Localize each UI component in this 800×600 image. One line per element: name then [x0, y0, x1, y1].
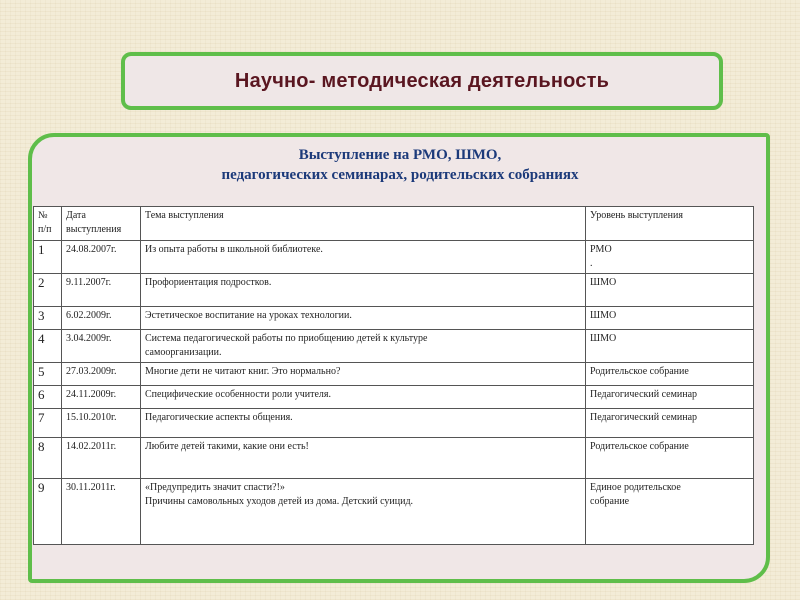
row-date: 24.11.2009г. — [62, 386, 141, 409]
row-topic — [141, 307, 586, 330]
row-level — [586, 479, 754, 545]
row-level-line2: собрание — [590, 496, 630, 507]
table-row — [34, 363, 754, 386]
row-topic-line1: Педагогические аспекты общения. — [145, 412, 293, 423]
table-row — [34, 479, 754, 545]
row-level-line1: ШМО — [590, 310, 617, 321]
row-number: 5 — [34, 363, 62, 386]
table-row — [34, 274, 754, 307]
row-number: 6 — [34, 386, 62, 409]
row-number: 3 — [34, 307, 62, 330]
row-topic — [141, 330, 586, 363]
row-topic-line1: Многие дети не читают книг. Это нормально? — [145, 366, 341, 377]
row-level-line1: РМО — [590, 244, 612, 255]
row-topic-line1: Специфические особенности роли учителя. — [145, 389, 331, 400]
row-topic — [141, 241, 586, 274]
row-number: 1 — [34, 241, 62, 274]
row-level — [586, 409, 754, 438]
row-topic — [141, 409, 586, 438]
col-header-number — [34, 207, 62, 241]
row-date: 30.11.2011г. — [62, 479, 141, 545]
row-level — [586, 241, 754, 274]
row-date: 6.02.2009г. — [62, 307, 141, 330]
row-date: 3.04.2009г. — [62, 330, 141, 363]
row-level-line1: Педагогический семинар — [590, 389, 698, 400]
row-date: 24.08.2007г. — [62, 241, 141, 274]
title-box — [121, 52, 723, 110]
subtitle-line-1: Выступление на РМО, ШМО, — [298, 147, 502, 163]
row-topic-line1: «Предупредить значит спасти?!» — [145, 482, 285, 493]
row-topic — [141, 438, 586, 479]
row-topic — [141, 479, 586, 545]
row-topic-line1: Система педагогической работы по приобщению детей к культуре — [145, 333, 428, 344]
table-row — [34, 241, 754, 274]
page-title: Научно- методическая деятельность — [234, 69, 610, 92]
subtitle-line-2: педагогических семинарах, родительских собраниях — [221, 167, 579, 183]
table-row — [34, 409, 754, 438]
row-date: 14.02.2011г. — [62, 438, 141, 479]
row-topic-line2: Причины самовольных уходов детей из дома. Детский суицид. — [145, 496, 414, 507]
col-header-topic: Тема выступления — [141, 207, 586, 241]
row-number: 4 — [34, 330, 62, 363]
row-number: 2 — [34, 274, 62, 307]
row-level — [586, 438, 754, 479]
col-header-date-line2: выступления — [66, 224, 122, 235]
row-number: 9 — [34, 479, 62, 545]
table-row — [34, 307, 754, 330]
row-level-line1: Педагогический семинар — [590, 412, 698, 423]
row-date: 15.10.2010г. — [62, 409, 141, 438]
row-topic-line1: Профориентация подростков. — [145, 277, 272, 288]
row-topic-line1: Любите детей такими, какие они есть! — [145, 441, 309, 452]
row-level — [586, 274, 754, 307]
row-topic — [141, 386, 586, 409]
row-level-line1: Единое родительское — [590, 482, 681, 493]
table-row — [34, 438, 754, 479]
row-level-line1: ШМО — [590, 333, 617, 344]
table-row — [34, 386, 754, 409]
row-level-line1: ШМО — [590, 277, 617, 288]
col-header-date — [62, 207, 141, 241]
row-number: 7 — [34, 409, 62, 438]
row-date: 9.11.2007г. — [62, 274, 141, 307]
table-header-row — [34, 207, 754, 241]
row-topic-line1: Из опыта работы в школьной библиотеке. — [145, 244, 323, 255]
row-level-line1: Родительское собрание — [590, 366, 689, 377]
row-topic-line1: Эстетическое воспитание на уроках технологии. — [145, 310, 352, 321]
row-number: 8 — [34, 438, 62, 479]
col-header-level: Уровень выступления — [586, 207, 754, 241]
row-level — [586, 330, 754, 363]
col-header-date-line1: Дата — [66, 210, 86, 221]
table-body — [34, 241, 754, 545]
row-level — [586, 307, 754, 330]
row-level-line2: . — [590, 258, 593, 269]
row-topic — [141, 274, 586, 307]
row-topic — [141, 363, 586, 386]
row-date: 27.03.2009г. — [62, 363, 141, 386]
col-header-number-line2: п/п — [38, 224, 52, 235]
row-level-line1: Родительское собрание — [590, 441, 689, 452]
table-row — [34, 330, 754, 363]
row-topic-line2: самоорганизации. — [145, 347, 222, 358]
speeches-table — [33, 206, 754, 545]
row-level — [586, 386, 754, 409]
row-level — [586, 363, 754, 386]
col-header-number-line1: № — [38, 210, 48, 221]
